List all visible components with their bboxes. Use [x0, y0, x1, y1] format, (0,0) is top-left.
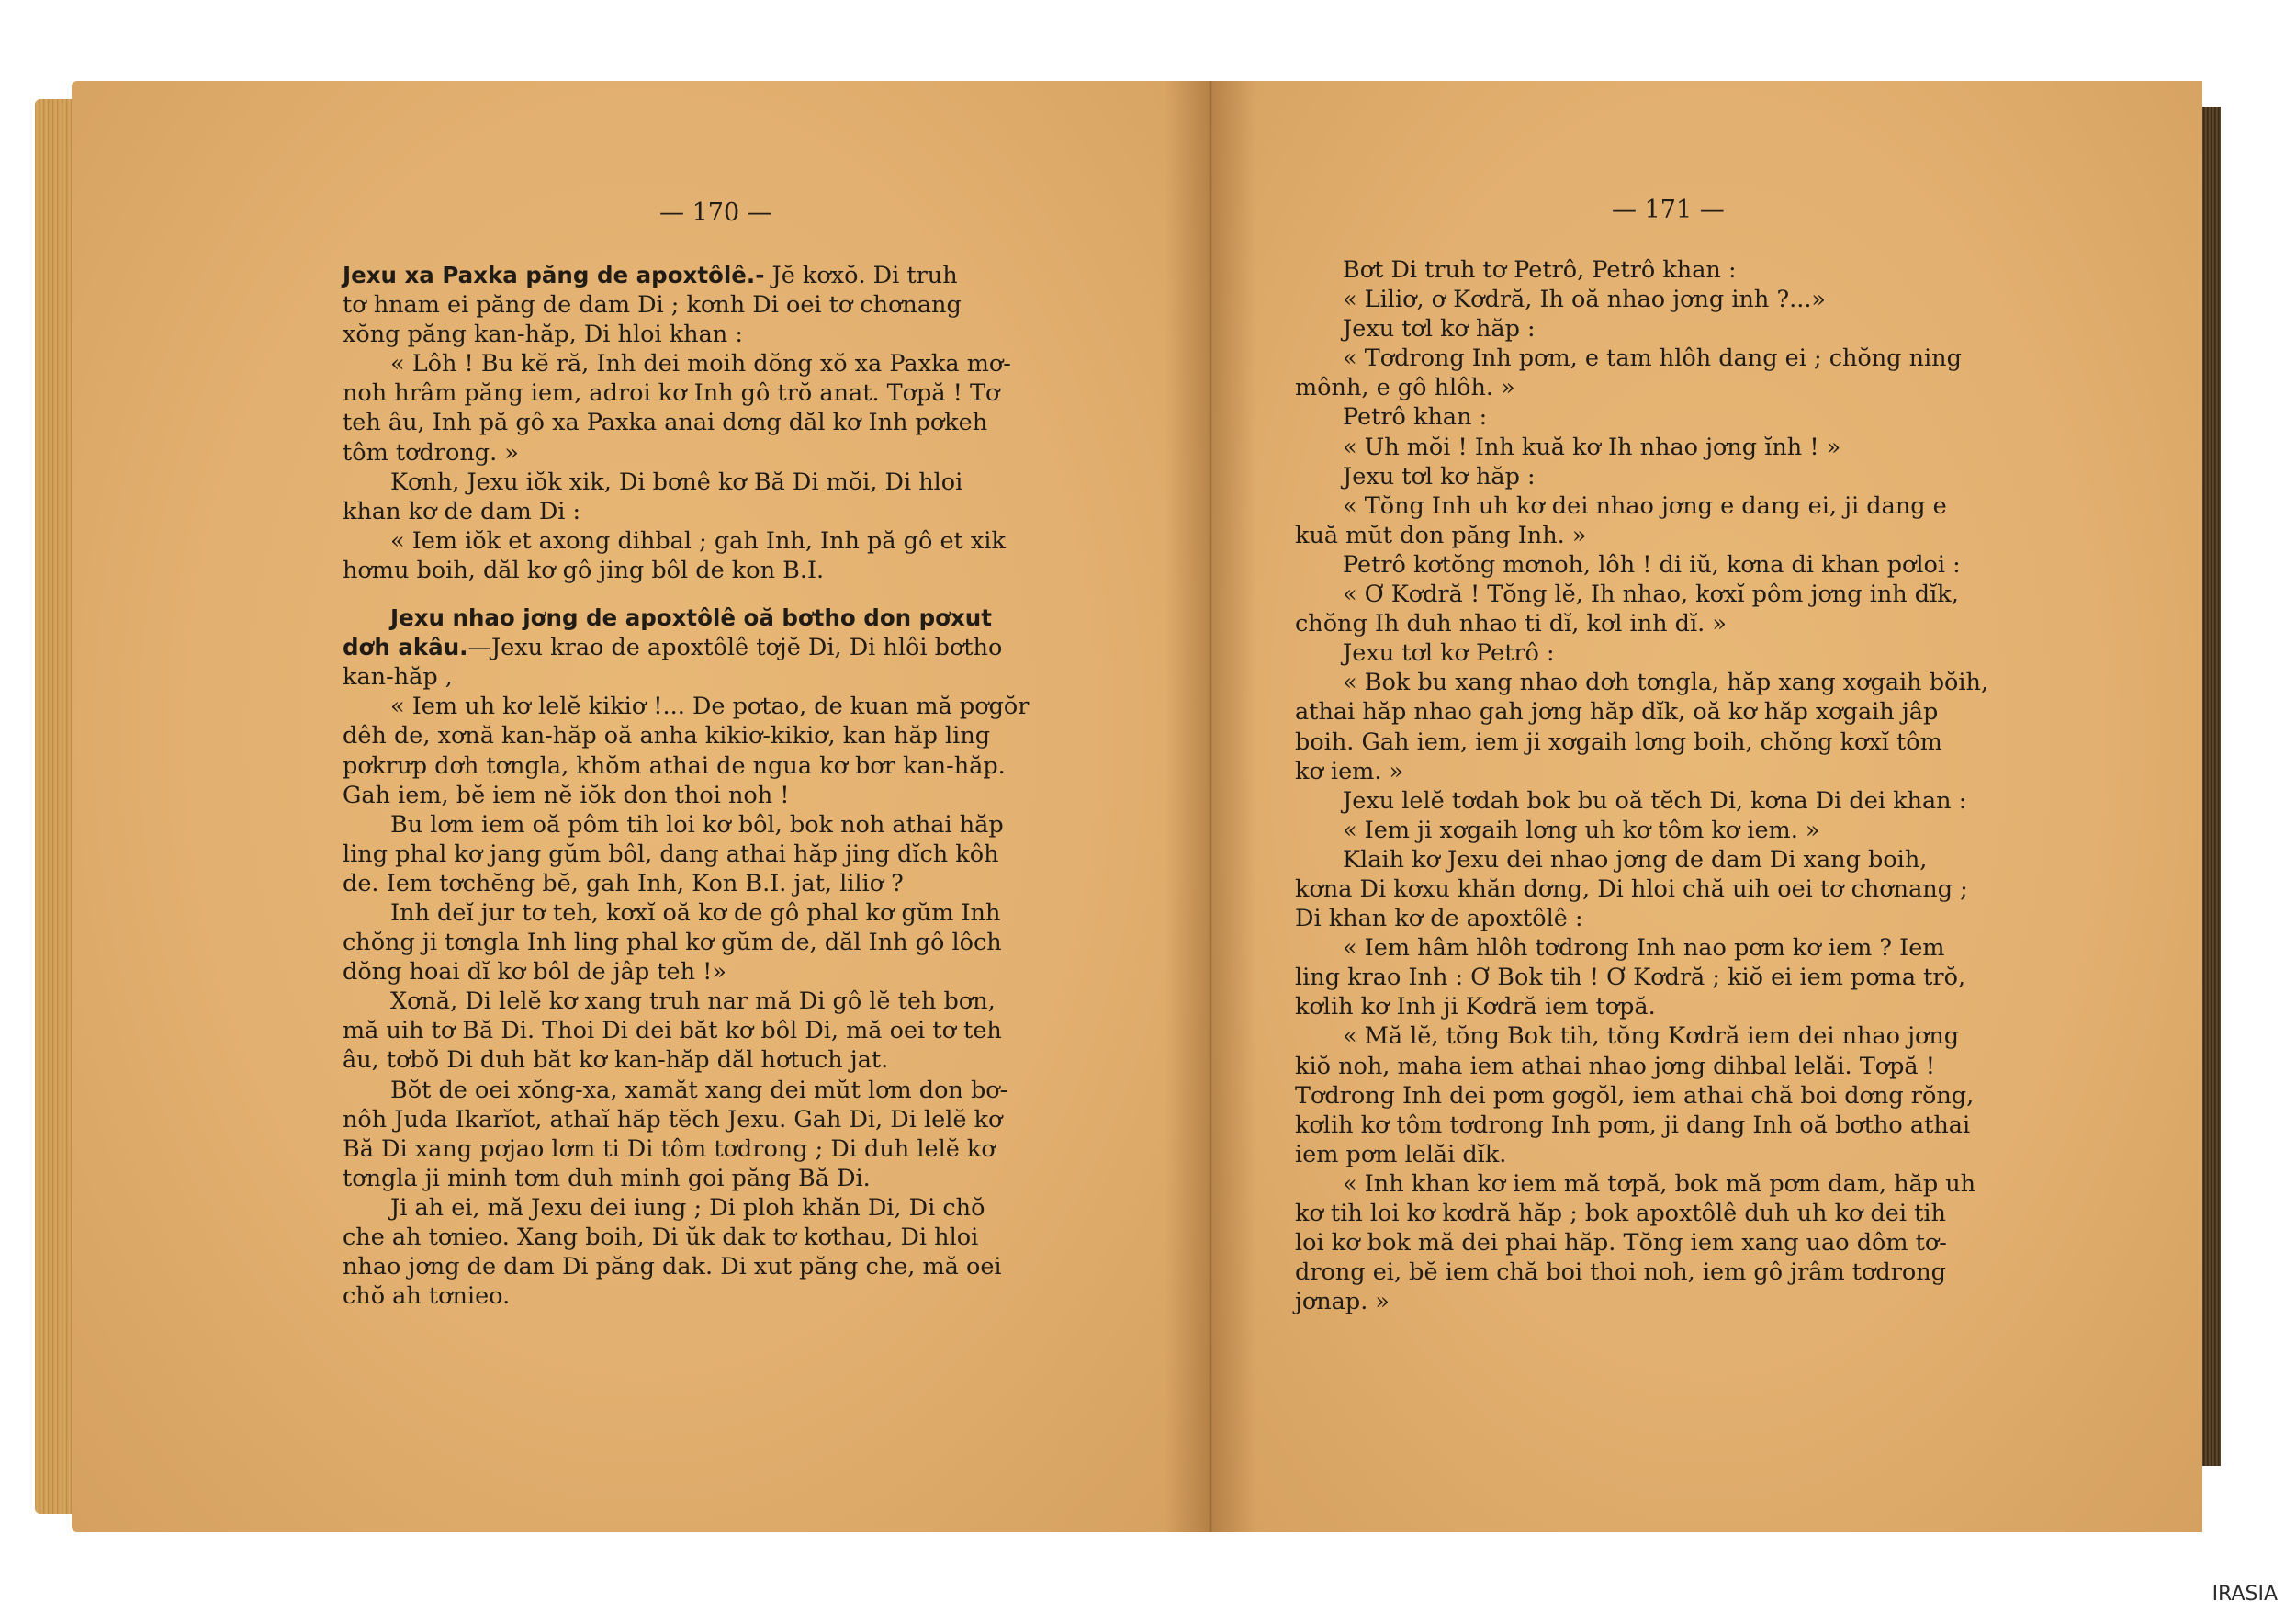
text-line: « Lôh ! Bu kĕ ră, Inh dei moih dŏng xŏ xa Paxka mơ-	[390, 350, 1011, 378]
text-line: tơ hnam ei păng de dam Di ; kơnh Di oei tơ chơnang	[343, 291, 962, 320]
right-page-text	[1295, 255, 2020, 1316]
text-line: dŏng hoai dĭ kơ bôl de jâp teh !»	[343, 958, 726, 987]
text-line: nhao jơng de dam Di păng dak. Di xut păng che, mă oei	[343, 1253, 1002, 1281]
text-line: Jexu tơl kơ Petrô :	[1343, 639, 1555, 668]
text-line: Xơnă, Di lelĕ kơ xang truh nar mă Di gô lĕ teh bơn,	[390, 987, 996, 1016]
text-line: Jexu tơl kơ hăp :	[1343, 315, 1536, 344]
right-page	[1210, 81, 2202, 1532]
text-line: Petrô khan :	[1343, 403, 1488, 432]
text-line: chŏng Ih duh nhao ti dĭ, kơl inh dĭ. »	[1295, 610, 1727, 638]
text-line: kơna Di kơxu khăn dơng, Di hloi chă uih oei tơ chơnang ;	[1295, 874, 1968, 903]
text-line: teh âu, Inh pă gô xa Paxka anai dơng dăl kơ Inh pơkeh	[343, 409, 988, 437]
section-heading: Jexu nhao jơng de apoxtôlê oă bơtho don pơxut	[390, 604, 992, 632]
text-line: Jexu lelĕ tơdah bok bu oă tĕch Di, kơna Di dei khan :	[1343, 786, 1967, 815]
text-line: jơnap. »	[1295, 1288, 1390, 1316]
text-line: Bu lơm iem oă pôm tih loi kơ bôl, bok noh athai hăp	[390, 810, 1004, 839]
text-line: Di khan kơ de apoxtôlê :	[1295, 905, 1583, 933]
text-line: hơmu boih, dăl kơ gô jing bôl de kon B.I.	[343, 556, 825, 584]
text-line: tôm tơdrong. »	[343, 438, 519, 467]
section-heading: Jexu xa Paxka păng de apoxtôlê.-	[343, 262, 765, 288]
text-line: Petrô kơtŏng mơnoh, lôh ! di iŭ, kơna di khan pơloi :	[1343, 550, 1961, 579]
text-line: nôh Juda Ikarĭot, athaĭ hăp tĕch Jexu. Gah Di, Di lelĕ kơ	[343, 1105, 1003, 1134]
text-line: chŏ ah tơnieo.	[343, 1282, 511, 1311]
text-line: xŏng păng kan-hăp, Di hloi khan :	[343, 321, 743, 349]
text-line: kuă mŭt don păng Inh. »	[1295, 521, 1587, 549]
text-line: che ah tơnieo. Xang boih, Di ŭk dak tơ kơthau, Di hloi	[343, 1224, 979, 1251]
page-number-left: — 170 —	[659, 198, 772, 227]
text-line: kan-hăp ,	[343, 663, 453, 692]
text-line: Klaih kơ Jexu dei nhao jơng de dam Di xang boih,	[1343, 845, 1928, 874]
text-line: ling phal kơ jang gŭm bôl, dang athai hăp jing dĭch kôh	[343, 840, 999, 868]
text-line: Bă Di xang pơjao lơm ti Di tôm tơdrong ; Di duh lelĕ kơ	[343, 1134, 996, 1163]
text-line: « Bok bu xang nhao dơh tơngla, hăp xang xơgaih bŏih,	[1343, 669, 1989, 697]
text-line: « Iem ji xơgaih lơng uh kơ tôm kơ iem. »	[1343, 816, 1820, 844]
left-page-text	[343, 261, 1068, 1311]
section-heading: dơh akâu.	[343, 634, 468, 661]
open-book	[35, 81, 2221, 1532]
text-line: « Mă lĕ, tŏng Bok tih, tŏng Kơdră iem dei nhao jơng	[1343, 1022, 1960, 1051]
text-line: Bơt Di truh tơ Petrô, Petrô khan :	[1343, 256, 1737, 284]
text-line: loi kơ bok mă dei phai hăp. Tŏng iem xang uao dôm tơ-	[1295, 1229, 1947, 1258]
text-line: Jexu tơl kơ hăp :	[1343, 462, 1536, 491]
text-line: —Jexu krao de apoxtôlê tơjĕ Di, Di hlôi bơtho	[467, 634, 1003, 662]
text-line: « Iem hâm hlôh tơdrong Inh nao pơm kơ iem ? Iem	[1343, 934, 1945, 963]
text-line: kơ tih loi kơ kơdră hăp ; bok apoxtôlê duh uh kơ dei tih	[1295, 1200, 1946, 1227]
text-line: chŏng ji tơngla Inh ling phal kơ gŭm de, dăl Inh gô lôch	[343, 929, 1002, 957]
text-line: dêh de, xơnă kan-hăp oă anha kikiơ-kikiơ, kan hăp ling	[343, 722, 991, 750]
text-line: kơ iem. »	[1295, 757, 1404, 785]
text-line: Tơdrong Inh dei pơm gơgŏl, iem athai chă boi dơng rŏng,	[1295, 1081, 1975, 1110]
text-line: khan kơ de dam Di :	[343, 497, 581, 525]
text-line: tơngla ji minh tơm duh minh goi păng Bă Di.	[343, 1164, 871, 1192]
text-line: de. Iem tơchĕng bĕ, gah Inh, Kon B.I. jat, liliơ ?	[343, 869, 904, 897]
text-line: « Tơdrong Inh pơm, e tam hlôh dang ei ; chŏng ning	[1343, 344, 1962, 373]
text-line: Ji ah ei, mă Jexu dei iung ; Di ploh khăn Di, Di chŏ	[390, 1193, 985, 1222]
text-line: mă uih tơ Bă Di. Thoi Di dei băt kơ bôl Di, mă oei tơ teh	[343, 1017, 1002, 1045]
text-line: noh hrâm păng iem, adroi kơ Inh gô trŏ anat. Tơpă ! Tơ	[343, 379, 1000, 408]
text-line: Jĕ kơxŏ. Di truh	[771, 262, 958, 289]
text-line: âu, tơbŏ Di duh băt kơ kan-hăp dăl hơtuch jat.	[343, 1046, 889, 1075]
page-edges-right	[2200, 107, 2221, 1466]
text-line: pơkrưp dơh tơngla, khŏm athai de ngua kơ bơr kan-hăp.	[343, 751, 1006, 780]
text-line: Kơnh, Jexu iŏk xik, Di bơnê kơ Bă Di mŏi, Di hloi	[390, 468, 963, 496]
text-line: kơlih kơ tôm tơdrong Inh pơm, ji dang Inh oă bơtho athai	[1295, 1111, 1971, 1139]
text-line: « Iem uh kơ lelĕ kikiơ !... De pơtao, de kuan mă pơgŏr	[390, 693, 1030, 721]
text-line: Gah iem, bĕ iem nĕ iŏk don thoi noh !	[343, 781, 790, 809]
text-line: boih. Gah iem, iem ji xơgaih lơng boih, chŏng kơxĭ tôm	[1295, 728, 1942, 756]
text-line: « Uh mŏi ! Inh kuă kơ Ih nhao jơng ĭnh ! »	[1343, 433, 1841, 461]
text-line: iem pơm lelăi dĭk.	[1295, 1140, 1507, 1168]
text-line: « Ơ Kơdră ! Tŏng lĕ, Ih nhao, kơxĭ pôm jơng inh dĭk,	[1343, 581, 1959, 609]
text-line: drong ei, bĕ iem chă boi thoi noh, iem gô jrâm tơdrong	[1295, 1258, 1946, 1287]
page-number-right: — 171 —	[1612, 196, 1725, 224]
text-line: ling krao Inh : Ơ Bok tih ! Ơ Kơdră ; kiŏ ei iem pơma trŏ,	[1295, 964, 1966, 992]
text-line: kiŏ noh, maha iem athai nhao jơng dihbal lelăi. Tơpă !	[1295, 1052, 1935, 1080]
text-line: « Tŏng Inh uh kơ dei nhao jơng e dang ei, ji dang e	[1343, 491, 1947, 520]
text-line: athai hăp nhao gah jơng hăp dĭk, oă kơ hăp xơgaih jâp	[1295, 698, 1939, 727]
text-line: kơlih kơ Inh ji Kơdră iem tơpă.	[1295, 993, 1656, 1021]
text-line: « Iem iŏk et axong dihbal ; gah Inh, Inh pă gô et xik	[390, 526, 1006, 555]
text-line: Bŏt de oei xŏng-xa, xamăt xang dei mŭt lơm don bơ-	[390, 1076, 1008, 1104]
book-gutter	[1165, 81, 1256, 1532]
text-line: Inh deĭ jur tơ teh, kơxĭ oă kơ de gô phal kơ gŭm Inh	[390, 898, 1001, 927]
text-line: mônh, e gô hlôh. »	[1295, 374, 1515, 402]
watermark: IRASIA	[2212, 1583, 2278, 1606]
text-line: « Liliơ, ơ Kơdră, Ih oă nhao jơng inh ?...»	[1343, 286, 1827, 314]
left-page	[72, 81, 1210, 1532]
text-line: « Inh khan kơ iem mă tơpă, bok mă pơm dam, hăp uh	[1343, 1169, 1976, 1198]
